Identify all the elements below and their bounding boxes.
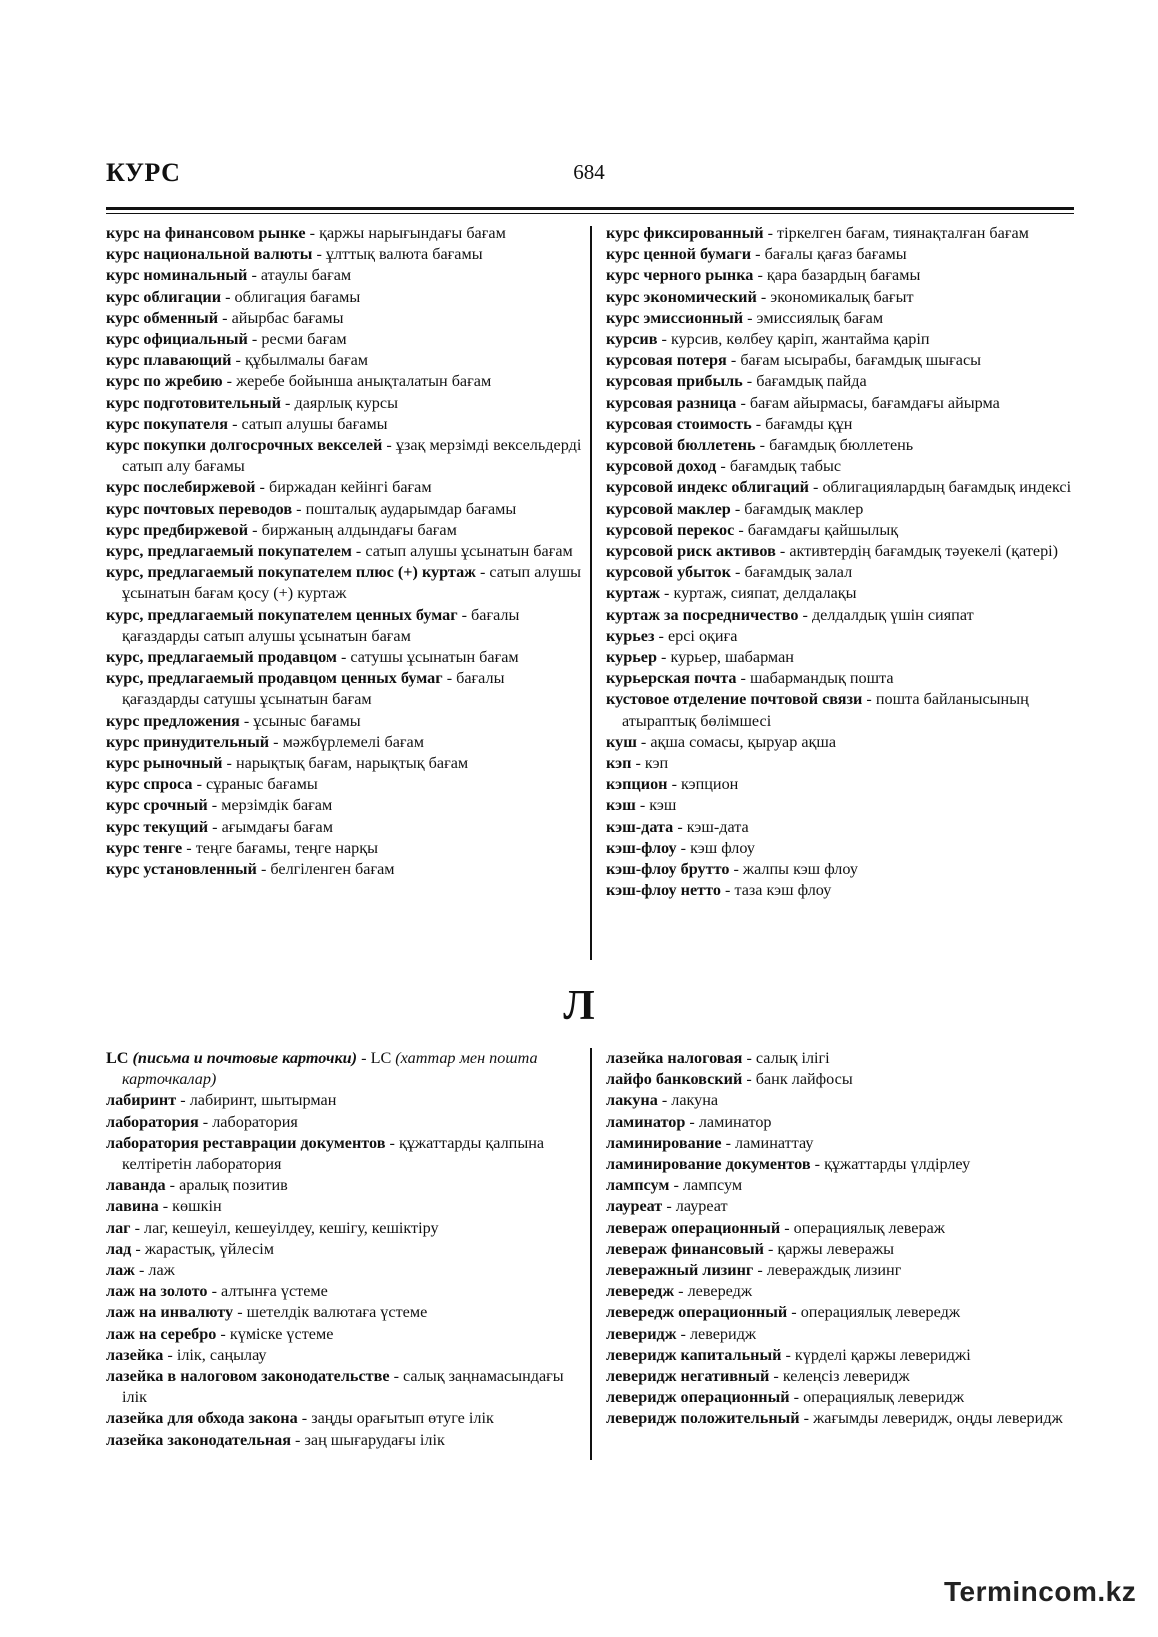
entry-definition: левераждық лизинг (766, 1261, 902, 1280)
entry-term-note: (письма и почтовые карточки) (132, 1049, 358, 1067)
dictionary-entry: курсовой доход - бағамдық табыс (606, 457, 842, 476)
entry-definition: жағымды леверидж, оңды леверидж (813, 1409, 1063, 1428)
dictionary-entry: ламинирование - ламинаттау (606, 1133, 814, 1152)
dictionary-entry: кэш-флоу брутто - жалпы кэш флоу (606, 860, 858, 879)
entry-definition: лауреат (675, 1197, 728, 1216)
entry-definition: атаулы бағам (260, 266, 352, 285)
header-rule-thick (106, 207, 1074, 210)
entry-term: лад (106, 1239, 132, 1258)
entry-term: кэш-флоу брутто (606, 860, 730, 879)
entry-term: курс облигации (106, 287, 222, 306)
entry-definition: қаржы леверажы (777, 1239, 895, 1258)
dictionary-entry: курс номинальный - атаулы бағам (106, 266, 352, 285)
dictionary-entry: курсовая прибыль - бағамдық пайда (606, 372, 867, 391)
entry-term: курс установленный (106, 860, 257, 879)
dictionary-entry: курсовой маклер - бағамдық маклер (606, 499, 864, 518)
entry-definition: биржадан кейінгі бағам (268, 478, 432, 497)
entry-term: курсовой индекс облигаций (606, 478, 809, 497)
dictionary-entry: ламинирование документов - құжаттарды үлдірлеу (606, 1155, 971, 1174)
entry-definition: бағамды құн (765, 414, 853, 433)
dictionary-entry: лаж - лаж (106, 1261, 175, 1280)
dictionary-entry: лазейка налоговая - салық ілігі (606, 1049, 830, 1067)
entry-term: лабиринт (106, 1091, 177, 1110)
entry-term: кэп (606, 754, 632, 773)
entry-term: курс предложения (106, 711, 240, 730)
dictionary-entry: LC (письма и почтовые карточки) - LC (хаттар мен пошта карточкалар) (106, 1049, 538, 1089)
entry-term: курс покупки долгосрочных векселей (106, 436, 383, 455)
dictionary-entry: курс, предлагаемый продавцом ценных бумаг - бағалы қағаздарды сатушы ұсынатын бағам (106, 669, 505, 709)
entry-definition: сатушы ұсынатын бағам (350, 648, 519, 667)
entry-definition: левередж (687, 1282, 753, 1301)
entry-term: лазейка налоговая (606, 1049, 743, 1067)
entry-term: куш (606, 732, 637, 751)
entry-term: курсив (606, 330, 658, 349)
entry-definition: операциялық левередж (800, 1303, 961, 1322)
entry-term: ламинирование документов (606, 1155, 811, 1174)
dictionary-entry: курс почтовых переводов - пошталық аударымдар бағамы (106, 499, 517, 518)
entry-definition: кэш флоу (690, 838, 755, 857)
entry-definition: салық заңнамасындағы ілік (122, 1367, 564, 1407)
column-l-right (606, 1048, 1076, 1430)
dictionary-entry: курсовой перекос - бағамдағы қайшылық (606, 520, 899, 539)
column-l-left (106, 1048, 584, 1451)
entry-definition: леверидж (689, 1324, 757, 1343)
entry-definition: бағалы қағаз бағамы (764, 245, 907, 264)
entry-definition: кэпцион (681, 775, 739, 794)
dictionary-entry: курс покупки долгосрочных векселей - ұзақ мерзімді вексельдерді сатып алу бағамы (106, 436, 582, 476)
entry-definition: бағамдық табыс (729, 457, 842, 476)
entry-term: левередж (606, 1282, 675, 1301)
entry-term: курс принудительный (106, 732, 270, 751)
entry-term: курьерская почта (606, 669, 737, 688)
entry-definition: курьер, шабарман (670, 648, 794, 667)
entry-term: курсовой доход (606, 457, 717, 476)
entry-definition: куртаж, сияпат, делдалақы (673, 584, 857, 603)
entry-definition: алтынға үстеме (221, 1282, 328, 1301)
column-divider (590, 226, 592, 960)
entry-term: курс обменный (106, 308, 219, 327)
entry-definition: ламинаттау (735, 1133, 814, 1152)
entry-term: лазейка в налоговом законодательстве (106, 1367, 390, 1386)
entry-term: курс экономический (606, 287, 757, 306)
entry-term: ламинирование (606, 1133, 722, 1152)
dictionary-entry: леверажный лизинг - левераждық лизинг (606, 1261, 902, 1280)
dictionary-entry: курс экономический - экономикалық бағыт (606, 287, 914, 306)
dictionary-entry: курс, предлагаемый продавцом - сатушы ұсынатын бағам (106, 648, 519, 667)
entry-term: курс текущий (106, 817, 209, 836)
entry-term: курсовой риск активов (606, 542, 776, 561)
entry-term: кэш-флоу нетто (606, 881, 721, 900)
entry-term: леверидж (606, 1324, 677, 1343)
entry-term: кустовое отделение почтовой связи (606, 690, 863, 709)
logo-text: Termincom.kz (944, 1576, 1137, 1607)
entry-term: курс почтовых переводов (106, 499, 293, 518)
dictionary-entry: курс фиксированный - тіркелген бағам, тиянақталған бағам (606, 224, 1029, 242)
entry-term: курс предбиржевой (106, 520, 249, 539)
entry-definition: күрделі қаржы левериджі (794, 1345, 971, 1364)
dictionary-entry: лаж на серебро - күміске үстеме (106, 1324, 334, 1343)
entry-definition: пошталық аударымдар бағамы (305, 499, 517, 518)
entry-definition: ақша сомасы, қыруар ақша (650, 732, 837, 751)
entry-definition: бағамдағы қайшылық (747, 520, 899, 539)
entry-definition: кэп (644, 754, 669, 773)
dictionary-entry: курс послебиржевой - биржадан кейінгі бағам (106, 478, 432, 497)
entry-term: курс на финансовом рынке (106, 224, 306, 242)
dictionary-entry: лад - жарастық, үйлесім (106, 1239, 274, 1258)
entry-term: леверидж капитальный (606, 1345, 782, 1364)
dictionary-entry: кустовое отделение почтовой связи - пошта байланысының атыраптық бөлімшесі (606, 690, 1029, 730)
dictionary-entry: курс, предлагаемый покупателем - сатып алушы ұсынатын бағам (106, 542, 573, 561)
page-number: 684 (573, 160, 605, 184)
entry-term: курсовая потеря (606, 351, 727, 370)
entry-definition: кэш-дата (686, 817, 749, 836)
dictionary-entry: леверидж капитальный - күрделі қаржы левериджі (606, 1345, 971, 1364)
dictionary-entry: курс принудительный - мәжбүрлемелі бағам (106, 732, 424, 751)
entry-term: курсовая разница (606, 393, 737, 412)
entry-term: лаж на серебро (106, 1324, 217, 1343)
dictionary-entry: курьер - курьер, шабарман (606, 648, 794, 667)
entry-definition: нарықтық бағам, нарықтық бағам (235, 754, 469, 773)
entry-term: левередж операционный (606, 1303, 788, 1322)
entry-definition: банк лайфосы (755, 1070, 853, 1089)
entry-term: лаванда (106, 1176, 166, 1195)
dictionary-entry: кэш-флоу - кэш флоу (606, 838, 755, 857)
dictionary-entry: лаборатория реставрации документов - құжаттарды қалпына келтіретін лаборатория (106, 1133, 545, 1174)
entry-definition: ұзақ мерзімді вексельдерді сатып алу бағамы (122, 436, 582, 476)
dictionary-entry: леверидж - леверидж (606, 1324, 757, 1343)
entry-term: курс эмиссионный (606, 308, 744, 327)
entry-term: курс подготовительный (106, 393, 281, 412)
dictionary-entry: курс срочный - мерзімдік бағам (106, 796, 333, 815)
dictionary-entry: лаж на инвалюту - шетелдік валютаға үстеме (106, 1303, 428, 1322)
entry-term: курс официальный (106, 330, 248, 349)
entry-definition: жеребе бойынша анықталатын бағам (236, 372, 492, 391)
dictionary-entry: курс покупателя - сатып алушы бағамы (106, 414, 388, 433)
entry-definition: делдалдық үшін сияпат (811, 605, 974, 624)
entry-definition: таза кэш флоу (734, 881, 832, 900)
dictionary-entry: куртаж - куртаж, сияпат, делдалақы (606, 584, 857, 603)
entry-definition: бағалы қағаздарды сатып алушы ұсынатын бағам (122, 605, 520, 645)
entry-term: курс, предлагаемый покупателем (106, 542, 352, 561)
column-k-right (606, 223, 1076, 902)
entry-term: курс срочный (106, 796, 208, 815)
entry-definition: салық ілігі (755, 1049, 830, 1067)
entry-definition: шабармандық пошта (749, 669, 894, 688)
entry-definition: құжаттарды үлдірлеу (824, 1155, 971, 1174)
entry-term: курс, предлагаемый продавцом (106, 648, 337, 667)
entry-definition: экономикалық бағыт (770, 287, 914, 306)
entry-definition: ұсыныс бағамы (253, 711, 361, 730)
entry-term: курс ценной бумаги (606, 245, 752, 264)
dictionary-entry: курсовой бюллетень - бағамдық бюллетень (606, 436, 914, 455)
dictionary-entry: лаж на золото - алтынға үстеме (106, 1282, 328, 1301)
entry-definition: құбылмалы бағам (244, 351, 369, 370)
entry-term: левераж финансовый (606, 1239, 764, 1258)
entry-term: курс покупателя (106, 414, 229, 433)
dictionary-entry: курс эмиссионный - эмиссиялық бағам (606, 308, 884, 327)
entry-definition: LC (370, 1049, 392, 1067)
dictionary-entry: левередж операционный - операциялық левередж (606, 1303, 961, 1322)
entry-definition: ұлттық валюта бағамы (325, 245, 483, 264)
entry-definition: тіркелген бағам, тиянақталған бағам (777, 224, 1029, 242)
dictionary-entry: кэпцион - кэпцион (606, 775, 739, 794)
entry-term: курс, предлагаемый покупателем плюс (+) куртаж (106, 563, 476, 582)
entry-term: леверажный лизинг (606, 1261, 754, 1280)
dictionary-entry: курс облигации - облигация бағамы (106, 287, 361, 306)
entry-term: куртаж (606, 584, 660, 603)
entry-term: курс тенге (106, 838, 183, 857)
dictionary-entry: кэп - кэп (606, 754, 669, 773)
entry-definition: даярлық курсы (294, 393, 398, 412)
entry-term: курс номинальный (106, 266, 248, 285)
entry-term: леверидж операционный (606, 1388, 790, 1407)
section-letter: Л (563, 983, 595, 1029)
dictionary-entry: курс официальный - ресми бағам (106, 330, 347, 349)
dictionary-entry: лазейка в налоговом законодательстве - салық заңнамасындағы ілік (106, 1367, 564, 1407)
entry-definition: күміске үстеме (229, 1324, 334, 1343)
entry-definition: бағамдық пайда (756, 372, 867, 391)
dictionary-entry: лауреат - лауреат (606, 1197, 728, 1216)
dictionary-entry: кэш - кэш (606, 796, 677, 815)
entry-definition: бағалы қағаздарды сатушы ұсынатын бағам (122, 669, 505, 709)
dictionary-entry: лайфо банковский - банк лайфосы (606, 1070, 853, 1089)
entry-term: курс рыночный (106, 754, 223, 773)
entry-term: лампсум (606, 1176, 670, 1195)
entry-definition: эмиссиялық бағам (756, 308, 884, 327)
entry-term: ламинатор (606, 1112, 686, 1131)
entry-term: лазейка законодательная (106, 1430, 291, 1449)
dictionary-entry: курс рыночный - нарықтық бағам, нарықтық бағам (106, 754, 469, 773)
entry-definition: заңды орағытып өтуге ілік (311, 1409, 494, 1428)
entry-term: курс плавающий (106, 351, 232, 370)
dictionary-entry: курс текущий - ағымдағы бағам (106, 817, 333, 836)
entry-term: лайфо банковский (606, 1070, 743, 1089)
entry-term: лаж на инвалюту (106, 1303, 234, 1322)
entry-term: леверидж негативный (606, 1367, 770, 1386)
entry-definition: лабиринт, шытырман (189, 1091, 337, 1110)
dictionary-entry: лабиринт - лабиринт, шытырман (106, 1091, 337, 1110)
dictionary-entry: лавина - көшкін (106, 1197, 222, 1216)
entry-term: курьер (606, 648, 657, 667)
entry-term: курсовой убыток (606, 563, 731, 582)
entry-term: курс, предлагаемый покупателем ценных бумаг (106, 605, 458, 624)
entry-definition: қаржы нарығындағы бағам (319, 224, 506, 242)
entry-term: кэш (606, 796, 636, 815)
entry-definition: ерсі оқиға (667, 626, 738, 645)
site-logo (944, 1576, 1144, 1620)
entry-term: курьез (606, 626, 655, 645)
entry-term: курсовой маклер (606, 499, 731, 518)
entry-term: лазейка для обхода закона (106, 1409, 298, 1428)
entry-term: курсовой бюллетень (606, 436, 756, 455)
entry-term: лаборатория реставрации документов (106, 1133, 386, 1152)
entry-definition: келеңсіз леверидж (782, 1367, 910, 1386)
dictionary-entry: лаборатория - лаборатория (106, 1112, 298, 1131)
entry-definition: курсив, көлбеу қаріп, жантайма қаріп (670, 330, 930, 349)
entry-definition: облигациялардың бағамдық индексі (822, 478, 1072, 497)
dictionary-entry: курс установленный - белгіленген бағам (106, 860, 395, 879)
dictionary-entry: курсовой риск активов - активтердің бағамдық тәуекелі (қатері) (606, 542, 1059, 561)
dictionary-entry: курс черного рынка - қара базардың бағамы (606, 266, 921, 285)
entry-definition: белгіленген бағам (270, 860, 395, 879)
entry-definition: ағымдағы бағам (221, 817, 333, 836)
entry-term: лавина (106, 1197, 159, 1216)
entry-term: курс по жребию (106, 372, 223, 391)
entry-definition: активтердің бағамдық тәуекелі (қатері) (789, 542, 1059, 561)
dictionary-entry: курсовой убыток - бағамдық залал (606, 563, 853, 582)
dictionary-entry: лазейка законодательная - заң шығарудағы ілік (106, 1430, 445, 1449)
entry-term: курсовая прибыль (606, 372, 743, 391)
entry-term: кэпцион (606, 775, 668, 794)
entry-term: курс спроса (106, 775, 193, 794)
entry-term: курс послебиржевой (106, 478, 256, 497)
entry-term: лакуна (606, 1091, 658, 1110)
entry-definition: операциялық левераж (793, 1218, 945, 1237)
running-head-word: КУРС (106, 158, 181, 187)
entry-definition: ілік, саңылау (176, 1345, 267, 1364)
entry-term: куртаж за посредничество (606, 605, 799, 624)
entry-term: лауреат (606, 1197, 663, 1216)
entry-definition: облигация бағамы (234, 287, 361, 306)
dictionary-entry: левераж финансовый - қаржы леверажы (606, 1239, 895, 1258)
entry-definition: бағамдық маклер (744, 499, 864, 518)
entry-term: левераж операционный (606, 1218, 781, 1237)
entry-definition: операциялық леверидж (803, 1388, 965, 1407)
dictionary-entry: курс, предлагаемый покупателем ценных бумаг - бағалы қағаздарды сатып алушы ұсынатын бағам (106, 605, 520, 645)
entry-definition: пошта байланысының атыраптық бөлімшесі (622, 690, 1029, 730)
dictionary-entry: курсовая разница - бағам айырмасы, бағамдағы айырма (606, 393, 1000, 412)
entry-term: лаборатория (106, 1112, 199, 1131)
entry-definition: мәжбүрлемелі бағам (282, 732, 424, 751)
entry-definition: теңге бағамы, теңге нарқы (195, 838, 379, 857)
dictionary-entry: курс плавающий - құбылмалы бағам (106, 351, 369, 370)
dictionary-entry: лакуна - лакуна (606, 1091, 719, 1110)
entry-term: курс национальной валюты (106, 245, 313, 264)
entry-definition: жалпы кэш флоу (742, 860, 858, 879)
dictionary-entry: курс спроса - сұраныс бағамы (106, 775, 318, 794)
entry-definition: сатып алушы ұсынатын бағам (365, 542, 573, 561)
entry-definition: шетелдік валютаға үстеме (246, 1303, 428, 1322)
entry-definition: көшкін (172, 1197, 222, 1216)
dictionary-entry: ламинатор - ламинатор (606, 1112, 772, 1131)
entry-definition: биржаның алдындағы бағам (261, 520, 457, 539)
dictionary-entry: курьез - ерсі оқиға (606, 626, 738, 645)
entry-term: курсовой перекос (606, 520, 735, 539)
entry-definition: сатып алушы бағамы (241, 414, 388, 433)
entry-definition: сатып алушы ұсынатын бағам қосу (+) куртаж (122, 563, 582, 603)
entry-definition-note: (хаттар мен пошта карточкалар) (122, 1049, 538, 1089)
entry-term: курс фиксированный (606, 224, 764, 242)
dictionary-entry: левередж - левередж (606, 1282, 753, 1301)
dictionary-entry: курс национальной валюты - ұлттық валюта бағамы (106, 245, 483, 264)
entry-definition: лампсум (682, 1176, 743, 1195)
entry-term: курсовая стоимость (606, 414, 752, 433)
entry-definition: құжаттарды қалпына келтіретін лаборатория (122, 1133, 545, 1174)
entry-definition: бағамдық бюллетень (769, 436, 914, 455)
dictionary-entry: леверидж положительный - жағымды леверидж, оңды леверидж (606, 1409, 1063, 1428)
dictionary-entry: курс тенге - теңге бағамы, теңге нарқы (106, 838, 379, 857)
entry-definition: лаборатория (212, 1112, 298, 1131)
entry-definition: кэш (649, 796, 677, 815)
header-rule-thin (106, 213, 1074, 214)
dictionary-entry: курс предбиржевой - биржаның алдындағы бағам (106, 520, 457, 539)
entry-definition: қара базардың бағамы (766, 266, 921, 285)
dictionary-entry: курс подготовительный - даярлық курсы (106, 393, 398, 412)
entry-definition: заң шығарудағы ілік (304, 1430, 445, 1449)
entry-term: леверидж положительный (606, 1409, 800, 1428)
entry-term: лаж (106, 1261, 135, 1280)
dictionary-entry: лампсум - лампсум (606, 1176, 743, 1195)
dictionary-entry: куртаж за посредничество - делдалдық үшін сияпат (606, 605, 974, 624)
dictionary-entry: левераж операционный - операциялық левераж (606, 1218, 945, 1237)
entry-term: LC (106, 1049, 129, 1067)
dictionary-entry: леверидж операционный - операциялық леверидж (606, 1388, 965, 1407)
dictionary-entry: леверидж негативный - келеңсіз леверидж (606, 1367, 910, 1386)
dictionary-entry: курс по жребию - жеребе бойынша анықталатын бағам (106, 372, 492, 391)
entry-definition: жарастық, үйлесім (144, 1239, 274, 1258)
entry-definition: ресми бағам (261, 330, 347, 349)
dictionary-entry: кэш-флоу нетто - таза кэш флоу (606, 881, 832, 900)
column-divider (590, 1048, 592, 1460)
entry-definition: бағам айырмасы, бағамдағы айырма (749, 393, 1000, 412)
dictionary-entry: курс ценной бумаги - бағалы қағаз бағамы (606, 245, 907, 264)
dictionary-entry: курсив - курсив, көлбеу қаріп, жантайма қаріп (606, 330, 930, 349)
dictionary-entry: лаванда - аралық позитив (106, 1176, 288, 1195)
entry-definition: сұраныс бағамы (206, 775, 318, 794)
dictionary-entry: курсовая потеря - бағам ысырабы, бағамдық шығасы (606, 351, 982, 370)
dictionary-entry: курс на финансовом рынке - қаржы нарығындағы бағам (106, 224, 506, 242)
entry-definition: айырбас бағамы (231, 308, 344, 327)
entry-term: кэш-флоу (606, 838, 677, 857)
dictionary-entry: курс предложения - ұсыныс бағамы (106, 711, 361, 730)
entry-term: курс, предлагаемый продавцом ценных бумаг (106, 669, 443, 688)
dictionary-entry: курсовая стоимость - бағамды құн (606, 414, 853, 433)
entry-term: курс черного рынка (606, 266, 754, 285)
entry-term: лаж на золото (106, 1282, 208, 1301)
dictionary-entry: лазейка - ілік, саңылау (106, 1345, 267, 1364)
entry-definition: мерзімдік бағам (221, 796, 333, 815)
dictionary-entry: курсовой индекс облигаций - облигациялардың бағамдық индексі (606, 478, 1072, 497)
column-k-left (106, 223, 584, 880)
dictionary-entry: куш - ақша сомасы, қыруар ақша (606, 732, 837, 751)
dictionary-entry: лаг - лаг, кешеуіл, кешеуілдеу, кешігу, кешіктіру (106, 1218, 439, 1237)
entry-definition: бағамдық залал (744, 563, 853, 582)
dictionary-entry: лазейка для обхода закона - заңды орағытып өтуге ілік (106, 1409, 494, 1428)
dictionary-entry: курьерская почта - шабармандық пошта (606, 669, 894, 688)
entry-term: лазейка (106, 1345, 164, 1364)
entry-definition: ламинатор (698, 1112, 772, 1131)
dictionary-entry: курс обменный - айырбас бағамы (106, 308, 344, 327)
entry-definition: аралық позитив (179, 1176, 288, 1195)
entry-term: лаг (106, 1218, 131, 1237)
dictionary-entry: курс, предлагаемый покупателем плюс (+) куртаж - сатып алушы ұсынатын бағам қосу (+) куртаж (106, 563, 582, 603)
entry-definition: лаг, кешеуіл, кешеуілдеу, кешігу, кешіктіру (144, 1218, 439, 1237)
entry-definition: лаж (148, 1261, 175, 1280)
dictionary-entry: кэш-дата - кэш-дата (606, 817, 749, 836)
entry-term: кэш-дата (606, 817, 674, 836)
entry-definition: бағам ысырабы, бағамдық шығасы (740, 351, 982, 370)
page-header (106, 158, 1072, 206)
entry-definition: лакуна (671, 1091, 719, 1110)
